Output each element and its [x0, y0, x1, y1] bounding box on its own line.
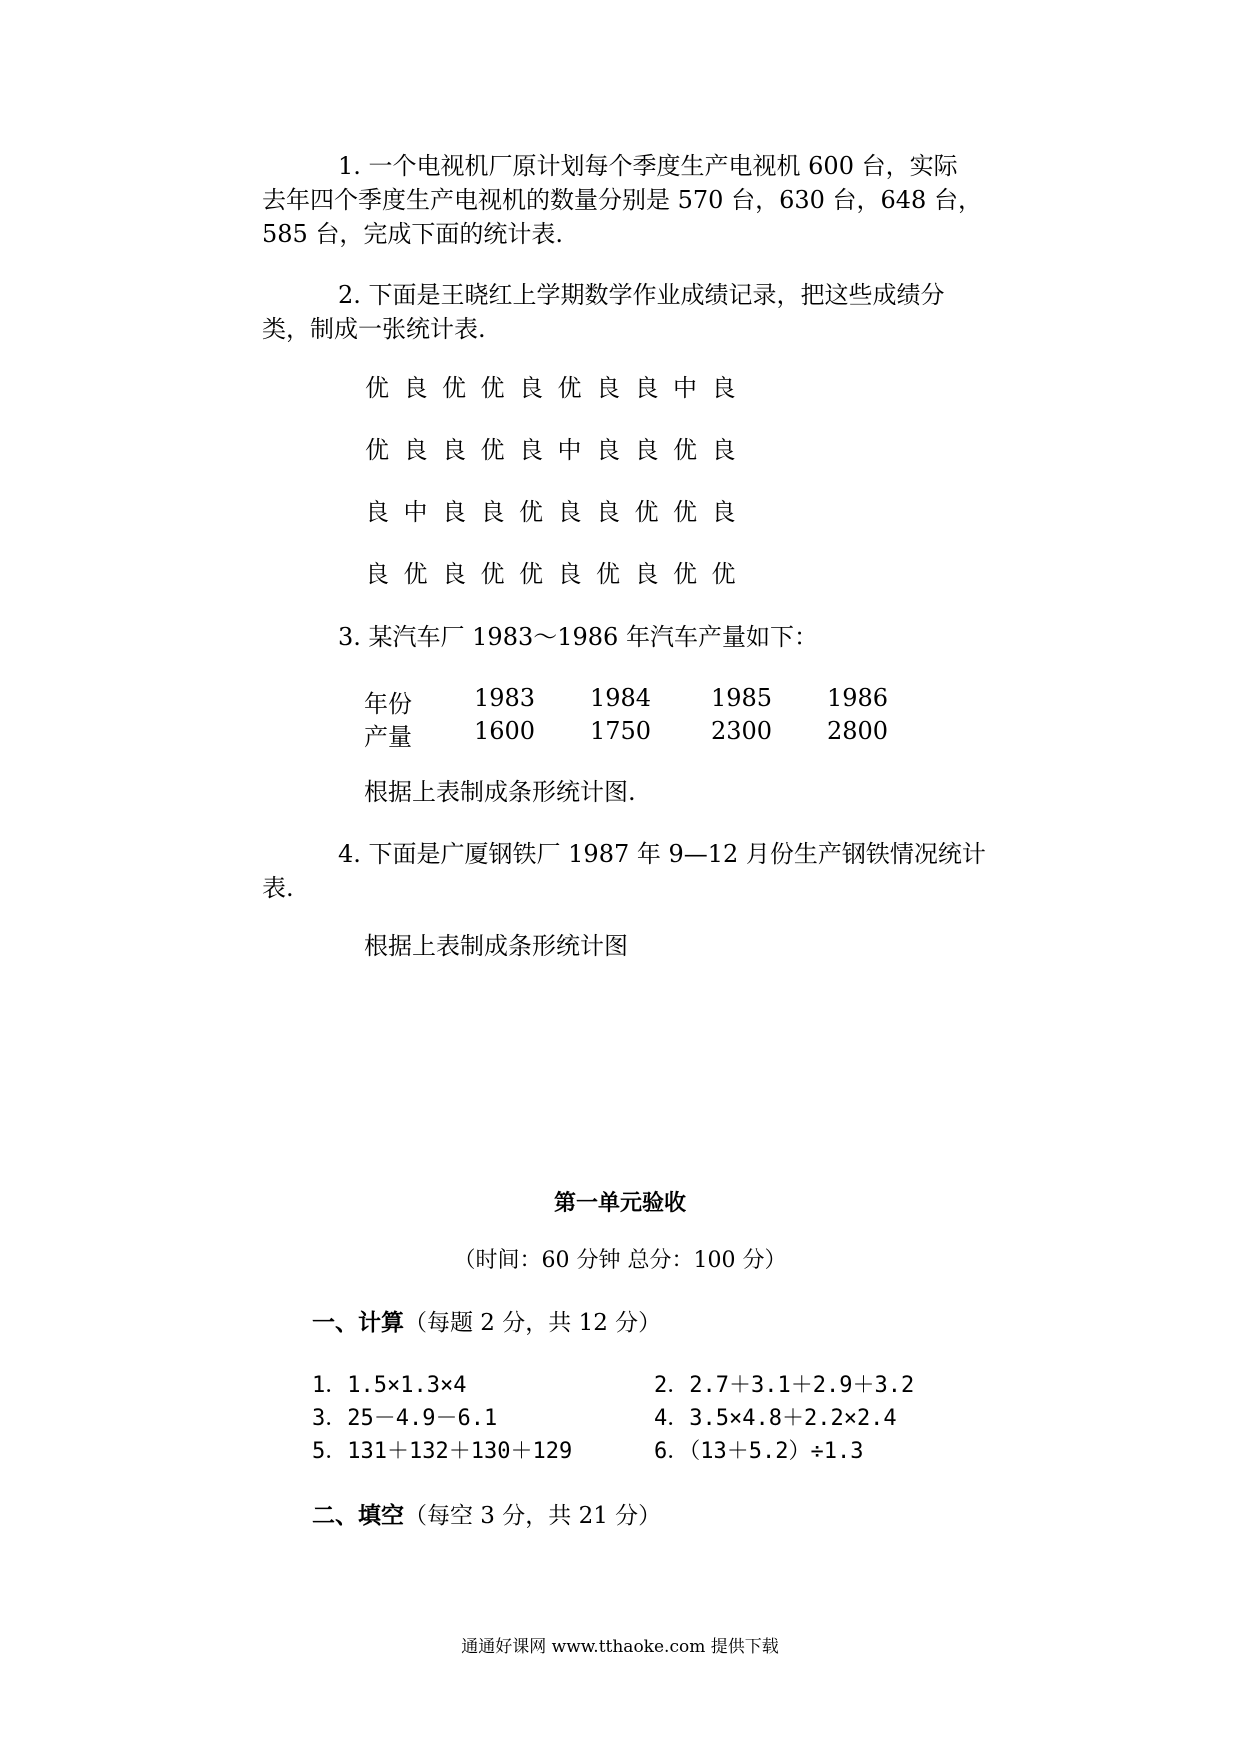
section-2-note: （每空 3 分，共 21 分）: [404, 1503, 662, 1529]
grade-cell: 良: [403, 436, 428, 464]
grade-cell: 优: [596, 560, 620, 588]
grade-cell: 优: [365, 374, 389, 402]
grade-cell: 良: [634, 436, 659, 464]
page-footer: 通通好课网 www.tthaoke.com 提供下载: [461, 1637, 779, 1657]
calc-item: 4．3.5×4.8＋2.2×2.4: [654, 1406, 897, 1431]
grades-row-4: [365, 558, 750, 591]
grade-cell: 良: [557, 498, 582, 526]
grade-cell: 中: [557, 436, 582, 464]
grade-cell: 优: [480, 436, 505, 464]
grade-cell: 良: [711, 436, 736, 464]
grade-cell: 优: [673, 436, 697, 464]
production-table-row-year: [0, 684, 1240, 718]
table-cell: 年份: [364, 690, 412, 718]
grade-cell: 良: [442, 436, 466, 464]
section-2-title: 二、填空: [312, 1503, 404, 1529]
grade-cell: 良: [480, 498, 505, 526]
grade-cell: 良: [711, 498, 736, 526]
grade-cell: 良: [711, 374, 736, 402]
table-cell: 1985: [711, 684, 773, 712]
table-cell: 产量: [364, 723, 412, 751]
section-1-heading: [312, 1304, 661, 1337]
grade-cell: 优: [673, 560, 697, 588]
grade-cell: 良: [596, 374, 620, 402]
calc-item: 1．1.5×1.3×4: [312, 1373, 467, 1398]
calc-item: 5．131＋132＋130＋129: [312, 1439, 573, 1464]
grades-row-1: [365, 372, 750, 405]
section-1-title: 一、计算: [312, 1310, 404, 1336]
problem-2-line-1: 2. 下面是王晓红上学期数学作业成绩记录，把这些成绩分: [338, 281, 945, 309]
section-1-note: （每题 2 分，共 12 分）: [404, 1310, 662, 1336]
grade-cell: 优: [365, 436, 389, 464]
unit-title: 第一单元验收: [553, 1191, 686, 1216]
calc-item: 2．2.7＋3.1＋2.9＋3.2: [654, 1373, 915, 1398]
grade-cell: 良: [403, 374, 428, 402]
grade-cell: 优: [519, 498, 543, 526]
problem-4-line-1: 4. 下面是广厦钢铁厂 1987 年 9—12 月份生产钢铁情况统计: [338, 840, 986, 868]
table-cell: 1984: [590, 684, 652, 712]
grade-cell: 优: [557, 374, 582, 402]
grade-cell: 优: [480, 374, 505, 402]
unit-subtitle: （时间：60 分钟 总分：100 分）: [453, 1248, 787, 1273]
grade-cell: 良: [634, 560, 659, 588]
grade-cell: 良: [519, 374, 543, 402]
grades-row-3: [365, 496, 750, 529]
problem-1-line-1: 1. 一个电视机厂原计划每个季度生产电视机 600 台，实际: [338, 152, 958, 180]
grade-cell: 中: [673, 374, 697, 402]
calc-item: 3．25－4.9－6.1: [312, 1406, 498, 1431]
grade-cell: 良: [557, 560, 582, 588]
problem-4-instruction: 根据上表制成条形统计图: [364, 932, 628, 960]
problem-3-instruction: 根据上表制成条形统计图.: [364, 778, 636, 806]
grade-cell: 良: [442, 560, 466, 588]
grades-row-2: [365, 434, 750, 467]
grade-cell: 优: [673, 498, 697, 526]
grade-cell: 优: [519, 560, 543, 588]
grade-cell: 良: [442, 498, 466, 526]
problem-3-line-1: 3. 某汽车厂 1983～1986 年汽车产量如下：: [338, 623, 818, 651]
grade-cell: 优: [634, 498, 659, 526]
grade-cell: 良: [596, 498, 620, 526]
problem-1-line-3: 585 台，完成下面的统计表.: [262, 220, 564, 248]
table-cell: 1986: [827, 684, 889, 712]
table-cell: 2800: [827, 717, 889, 745]
table-cell: 1750: [590, 717, 652, 745]
grade-cell: 良: [365, 560, 389, 588]
table-cell: 2300: [711, 717, 773, 745]
grade-cell: 优: [480, 560, 505, 588]
grade-cell: 良: [634, 374, 659, 402]
grade-cell: 良: [519, 436, 543, 464]
table-cell: 1983: [474, 684, 536, 712]
grade-cell: 优: [442, 374, 466, 402]
calc-item: 6．（13＋5.2）÷1.3: [654, 1439, 864, 1464]
problem-4-line-2: 表.: [262, 874, 294, 902]
grade-cell: 良: [365, 498, 389, 526]
production-table-row-output: [0, 717, 1240, 751]
section-2-heading: [312, 1497, 661, 1530]
problem-1-line-2: 去年四个季度生产电视机的数量分别是 570 台，630 台，648 台，: [262, 186, 982, 214]
problem-2-line-2: 类，制成一张统计表.: [262, 315, 486, 343]
grade-cell: 中: [403, 498, 428, 526]
table-cell: 1600: [474, 717, 536, 745]
grade-cell: 优: [711, 560, 736, 588]
grade-cell: 良: [596, 436, 620, 464]
grade-cell: 优: [403, 560, 428, 588]
